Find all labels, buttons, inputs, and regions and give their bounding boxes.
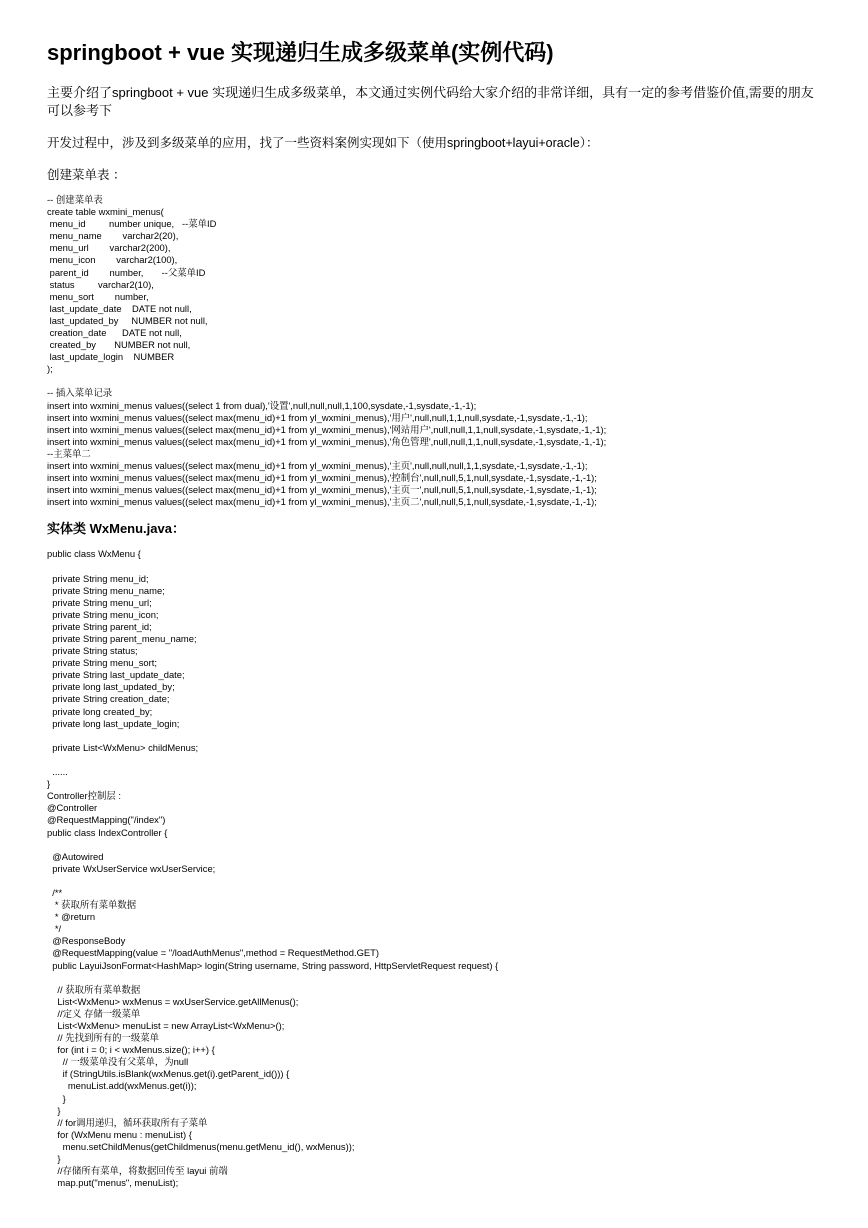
insert-sql-code-block: -- 插入菜单记录 insert into wxmini_menus values((select 1 from dual),'设置',null,null,null,1,100,sysdate,-1,sysdate,-1,-1); insert into wxmini_menus values((select max(menu_id)+1 from yl_wxmini_menus),'用户',null,null,1,1,null,sysdate,-1,sysdate,-1,-1); insert into wxmini_menus values((select max(menu_id)+1 from yl_wxmini_menus),'网站用户',null,null,1,1,null,sysdate,-1,sysdate,-1,-1); insert into wxmini_menus values((select max(menu_id)+1 from yl_wxmini_menus),'角色管理',null,null,1,1,null,sysdate,-1,sysdate,-1,-1); --主菜单二 insert into wxmini_menus values((select max(menu_id)+1 from yl_wxmini_menus),'主页',null,null,null,1,1,sysdate,-1,sysdate,-1,-1); insert into wxmini_menus values((select max(menu_id)+1 from yl_wxmini_menus),'控制台',null,null,5,1,null,sysdate,-1,sysdate,-1,-1); insert into wxmini_menus values((select max(menu_id)+1 from yl_wxmini_menus),'主页一',null,null,5,1,null,sysdate,-1,sysdate,-1,-1); insert into wxmini_menus values((select max(menu_id)+1 from yl_wxmini_menus),'主页二',null,null,5,1,null,sysdate,-1,sysdate,-1,-1);	[47, 387, 607, 508]
create-table-code-block: -- 创建菜单表 create table wxmini_menus( menu_id number unique, --菜单ID menu_name varchar2(20), menu_url varchar2(200), menu_icon varchar2(100), parent_id number, --父菜单ID status varchar2(10), menu_sort number, last_update_date DATE not null, last_updated_by NUMBER not null, creation_date DATE not null, created_by NUMBER not null, last_update_login NUMBER );	[47, 194, 217, 375]
entity-class-heading: 实体类 WxMenu.java：	[47, 521, 185, 537]
entity-controller-code-block: public class WxMenu { private String menu_id; private String menu_name; private String menu_url; private String menu_icon; private String parent_id; private String parent_menu_name; private String status; private String menu_sort; private String last_update_date; private long last_updated_by; private String creation_date; private long created_by; private long last_update_login; private List<WxMenu> childMenus; ...... } Controller控制层 : @Controller @RequestMapping("/index") public class IndexController { @Autowired private WxUserService wxUserService; /** * 获取所有菜单数据 * @return */ @ResponseBody @RequestMapping(value = "/loadAuthMenus",method = RequestMethod.GET) public LayuiJsonFormat<HashMap> login(String username, String password, HttpServletRequest request) { // 获取所有菜单数据 List<WxMenu> wxMenus = wxUserService.getAllMenus(); //定义 存储一级菜单 List<WxMenu> menuList = new ArrayList<WxMenu>(); // 先找到所有的一级菜单 for (int i = 0; i < wxMenus.size(); i++) { // 一级菜单没有父菜单，为null if (StringUtils.isBlank(wxMenus.get(i).getParent_id())) { menuList.add(wxMenus.get(i)); } } // for调用递归，循环获取所有子菜单 for (WxMenu menu : menuList) { menu.setChildMenus(getChildmenus(menu.getMenu_id(), wxMenus)); } //存储所有菜单，将数据回传至 layui 前端 map.put("menus", menuList);	[47, 548, 499, 1189]
intro-paragraph: 开发过程中，涉及到多级菜单的应用，找了一些资料案例实现如下（使用springboot+layui+oracle）：	[47, 136, 599, 150]
article-summary: 主要介绍了springboot + vue 实现递归生成多级菜单，本文通过实例代码给大家介绍的非常详细，具有一定的参考借鉴价值,需要的朋友可以参考下	[47, 85, 814, 118]
page-title: springboot + vue 实现递归生成多级菜单(实例代码)	[47, 40, 554, 65]
create-table-heading: 创建菜单表 ：	[47, 168, 126, 182]
